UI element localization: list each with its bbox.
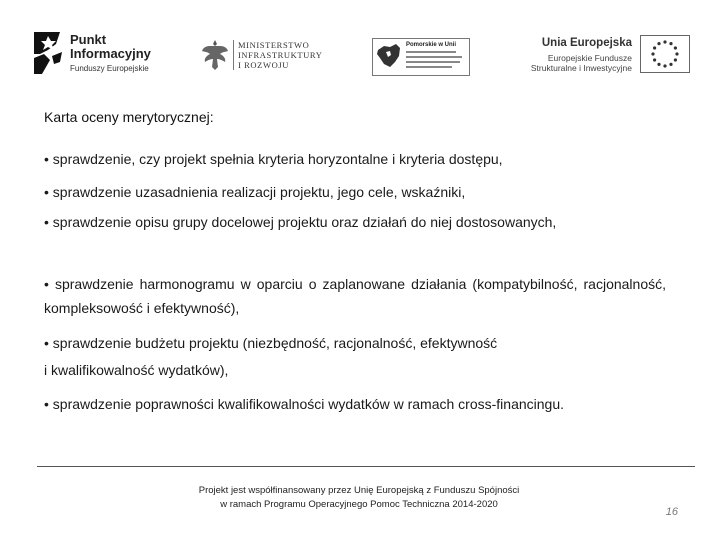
pomorskie-text-line — [406, 51, 456, 53]
pomorskie-map-icon — [376, 42, 402, 70]
criteria-item-4: • sprawdzenie harmonogramu w oparciu o zaplanowane działania (kompatybilność, racjonalność, kompleksowość i efektywność), — [44, 276, 666, 316]
punkt-logo-line1: Punkt — [70, 32, 107, 47]
criteria-item-2: • sprawdzenie uzasadnienia realizacji projektu, jego cele, wskaźniki, — [44, 184, 466, 200]
page-number: 16 — [665, 506, 678, 518]
footer — [150, 484, 568, 512]
ue-title: Unia Europejska — [541, 37, 632, 49]
pomorskie-title: Pomorskie w Unii — [406, 42, 457, 48]
footer-line2: w ramach Programu Operacyjnego Pomoc Techniczna 2014-2020 — [220, 499, 498, 510]
punkt-informacyjny-star-icon — [34, 30, 64, 76]
unia-europejska-logo — [520, 35, 690, 77]
criteria-item-6: • sprawdzenie poprawności kwalifikowalności wydatków w ramach cross-financingu. — [44, 396, 565, 412]
ue-line3: Strukturalne i Inwestycyjne — [530, 63, 632, 73]
card-heading: Karta oceny merytorycznej: — [44, 109, 214, 125]
punkt-logo-line3: Funduszy Europejskie — [70, 64, 149, 73]
pomorskie-text-line — [406, 66, 452, 68]
punkt-informacyjny-logo — [34, 30, 174, 80]
punkt-logo-line2: Informacyjny — [70, 46, 151, 61]
logo-bar — [0, 0, 720, 100]
pomorskie-logo — [372, 38, 470, 76]
pomorskie-text-line — [406, 56, 462, 58]
eagle-emblem-icon — [200, 37, 230, 73]
eu-flag-icon — [640, 35, 690, 73]
criteria-item-1: • sprawdzenie, czy projekt spełnia kryteria horyzontalne i kryteria dostępu, — [44, 151, 503, 167]
ministerstwo-line3: I ROZWOJU — [238, 60, 289, 70]
pomorskie-text-line — [406, 61, 460, 63]
ministerstwo-divider — [233, 40, 234, 70]
footer-line1: Projekt jest współfinansowany przez Unię Europejską z Funduszu Spójności — [198, 485, 520, 496]
footer-divider — [37, 466, 695, 467]
ministerstwo-line2: INFRASTRUKTURY — [238, 50, 323, 60]
criteria-item-5: • sprawdzenie budżetu projektu (niezbędność, racjonalność, efektywność — [44, 335, 498, 351]
criteria-item-5-continuation: i kwalifikowalność wydatków), — [44, 362, 229, 378]
ministerstwo-logo — [200, 37, 340, 77]
ue-line2: Europejskie Fundusze — [547, 53, 632, 63]
ministerstwo-line1: MINISTERSTWO — [238, 40, 310, 50]
criteria-item-3: • sprawdzenie opisu grupy docelowej projektu oraz działań do niej dostosowanych, — [44, 214, 557, 230]
